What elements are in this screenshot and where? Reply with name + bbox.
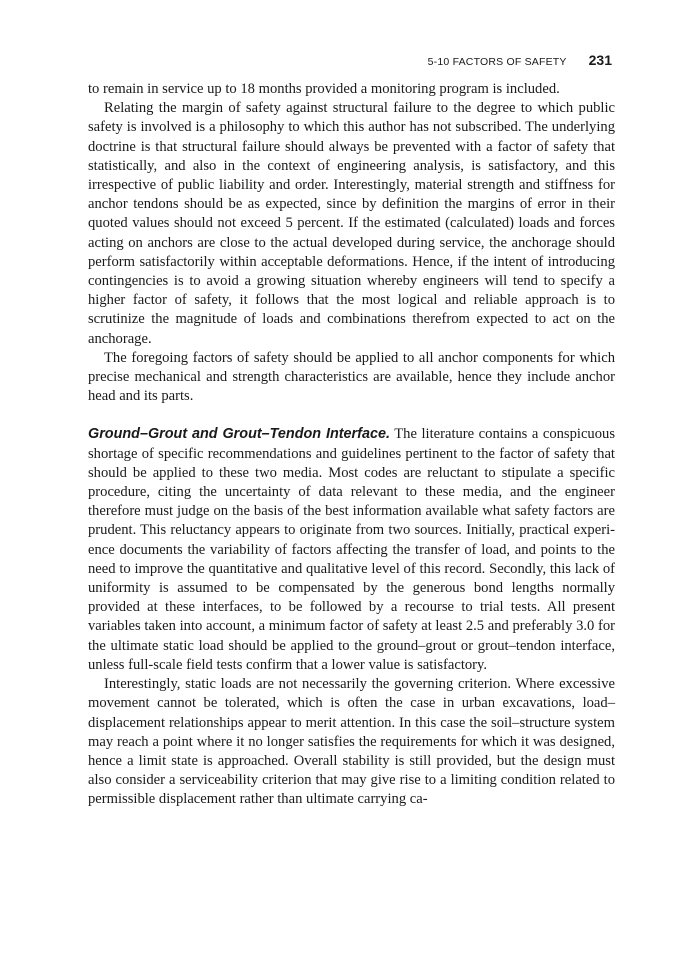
body-text bbox=[88, 80, 615, 810]
section-body: The literature contains a conspicuous shortage of specific recommendations and guidelines pertinent to the factor of safety that should be applied to these two media. Most codes are reluctant to stipulate a specific procedure, citing the uncertainty of data relevant to these media, and the engineer therefore must judge on the basis of the best information available what safety factors are prudent. This reluctancy appears to originate from two sources. Initially, practical experience documents the variability of factors affecting the transfer of load, and points to the need to improve the quantitative and qualitative level of this record. Secondly, this lack of uniformity is assumed to be compensated by the generous bond lengths normally provided at these interfaces, to be followed by a recourse to trial tests. All present variables taken into account, a minimum factor of safety at least 2.5 and preferably 3.0 for the ultimate static load should be applied to the ground–grout or grout–tendon interface, unless full-scale field tests confirm that a lower value is satisfactory. bbox=[88, 426, 615, 673]
paragraph-interface-section bbox=[88, 425, 615, 675]
paragraph-continuation: to remain in service up to 18 months provided a monitoring program is included. bbox=[88, 81, 560, 97]
section-heading: Ground–Grout and Grout–Tendon Interface. bbox=[88, 426, 390, 443]
paragraph-safety-philosophy: Relating the margin of safety against structural failure to the degree to which public safety is involved is a philosophy to which this author has not subscribed. The underlying doctrine is that structural failure should always be prevented with a factor of safety that statistically, and also in the context of engineering analysis, is satisfactory, and this irrespective of public liability and order. Interestingly, material strength and stiffness for anchor tendons should be as expected, since by definition the margins of error in their quoted values should not exceed 5 percent. If the estimated (calculated) loads and forces acting on anchors are close to the actual developed during service, the anchorage should perform satisfactorily within acceptable deformations. Hence, if the intent of introducing contingencies is to avoid a growing situation whereby engineers will tend to specify a higher factor of safety, it follows that the most logical and reliable approach is to scrutinize the magnitude of loads and combinations therefrom expected to act on the anchorage. bbox=[88, 100, 615, 347]
page-header bbox=[428, 52, 612, 68]
running-head: 5-10 FACTORS OF SAFETY bbox=[427, 56, 567, 68]
paragraph-anchor-components: The foregoing factors of safety should be applied to all anchor components for which precise mechanical and strength characteristics are available, hence they include anchor head and its parts. bbox=[88, 349, 615, 405]
paragraph-static-loads: Interestingly, static loads are not necessarily the governing criterion. Where excessive movement cannot be tolerated, which is often the case in urban excavations, load–displacement relationships appear to merit attention. In this case the soil–structure system may reach a point where it no longer satisfies the requirements for which it was designed, hence a limit state is approached. Overall stability is still provided, but the design must also consider a serviceability criterion that may give rise to a limiting condition related to permissible displacement rather than ultimate carrying ca- bbox=[88, 676, 615, 808]
page-number: 231 bbox=[588, 52, 612, 68]
